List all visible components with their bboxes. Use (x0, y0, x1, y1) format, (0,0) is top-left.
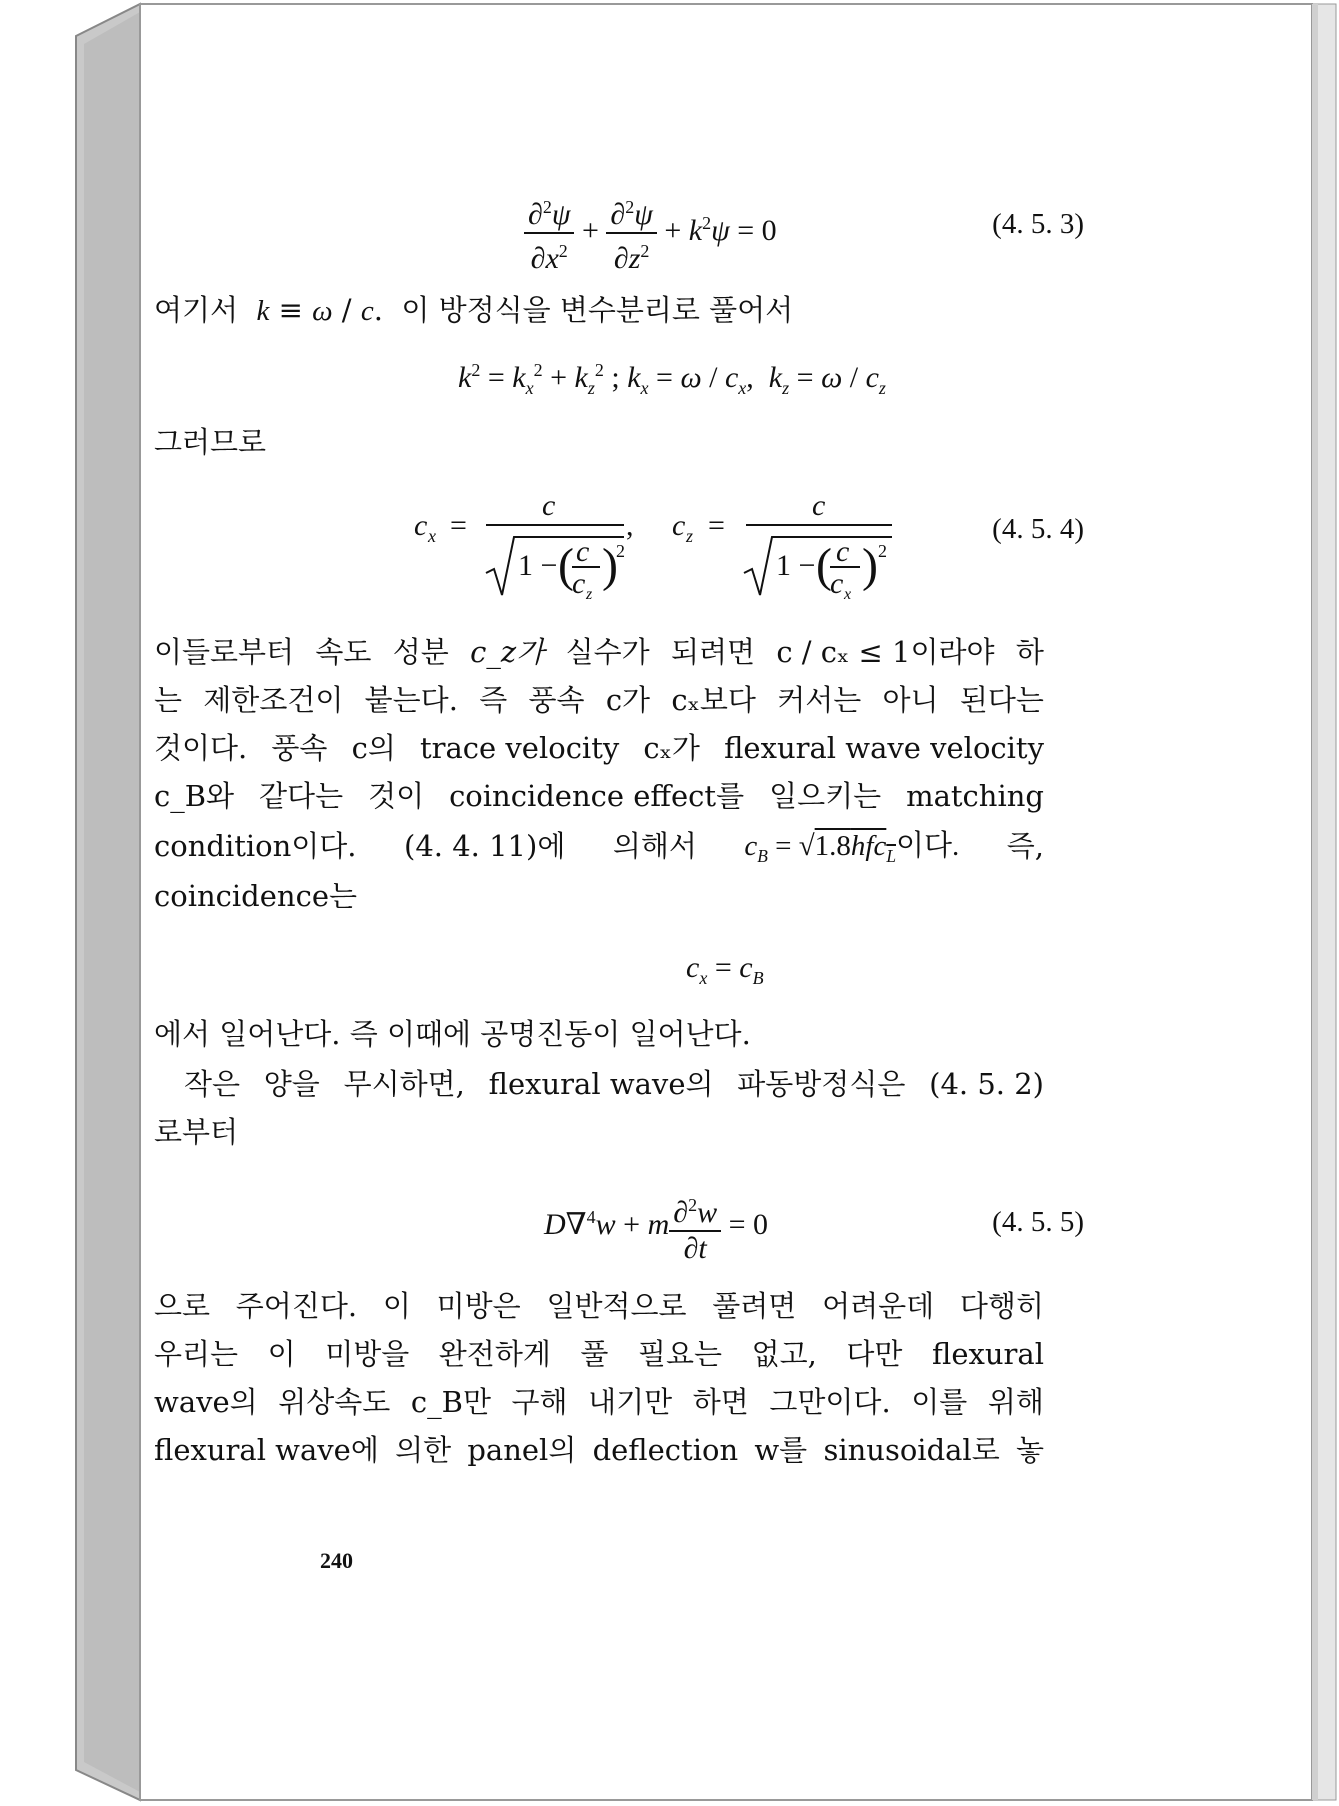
text-fragment: 즉 (479, 683, 508, 717)
text-line (154, 1334, 1044, 1374)
text-fragment: 것이 (368, 779, 425, 813)
text-fragment: (4. 4. 11)에 (404, 829, 566, 863)
text-line (154, 776, 1044, 816)
text-fragment: 완전하게 (438, 1337, 551, 1371)
svg-text:c: c (542, 495, 556, 522)
text-fragment: 양을 (263, 1067, 320, 1101)
text-line (154, 1286, 1044, 1326)
equation-number: (4. 5. 4) (992, 513, 1084, 545)
text-fragment: 우리는 (154, 1337, 239, 1371)
equation-wave-numbers: $k^2 = k_x^2 + k_z^2$ ; $k_x = \omega / c_x$, $k_z = \omega / c_z$ (458, 360, 886, 398)
text-fragment: 내기만 (588, 1385, 673, 1419)
text-fragment: sinusoidal로 (823, 1433, 1000, 1467)
text-line-yeogiseo: 여기서 k ≡ ω / c. 이 방정식을 변수분리로 풀어서 (154, 293, 794, 327)
text-fragment: 필요는 (638, 1337, 723, 1371)
equation-4-5-4 (294, 495, 1184, 605)
text-fragment: 이들로부터 (154, 635, 295, 669)
text-fragment: 풍속 (528, 683, 585, 717)
text-fragment: flexural wave velocity (724, 731, 1044, 765)
text-fragment: 으로 (154, 1289, 211, 1323)
svg-text:1 −: 1 − (776, 549, 816, 582)
text-fragment: 이 (382, 1289, 411, 1323)
text-fragment: 풀 (580, 1337, 609, 1371)
text-fragment: cₓ가 (643, 731, 700, 765)
text-fragment: c_B와 (154, 779, 235, 813)
text-fragment: 붙는다. (364, 683, 458, 717)
text-fragment: 위상속도 (278, 1385, 391, 1419)
text-fragment: 위해 (987, 1385, 1044, 1419)
text-fragment: 는 (154, 683, 183, 717)
text-fragment: 파동방정식은 (737, 1067, 906, 1101)
text-line (154, 728, 1044, 768)
text-fragment: panel의 (467, 1433, 577, 1467)
text-fragment: 다만 (846, 1337, 903, 1371)
text-fragment: 속도 (315, 635, 372, 669)
svg-text:,: , (626, 509, 634, 542)
text-fragment: 된다는 (959, 683, 1044, 717)
text-line (154, 1430, 1044, 1470)
text-fragment: 커서는 (777, 683, 862, 717)
svg-text:=: = (450, 509, 467, 542)
text-fragment: c_z가 (470, 635, 545, 669)
equation-number: (4. 5. 3) (992, 208, 1084, 240)
svg-text:=: = (708, 509, 725, 542)
text-fragment: 되려면 (670, 635, 755, 669)
text-fragment: 풍속 (271, 731, 328, 765)
equation-4-5-3: $\frac{\partial^2\psi}{\partial x^2}$ + $\frac{\partial^2\psi}{\partial z^2}$ + $k^2\psi = 0$ (4. 5. 3) (294, 190, 1184, 260)
text-fragment: 것이다. (154, 731, 248, 765)
text-fragment: 의한 (395, 1433, 452, 1467)
text-fragment: 어려운데 (822, 1289, 935, 1323)
text-fragment: flexural (932, 1337, 1044, 1371)
text-fragment: 같다는 (259, 779, 344, 813)
equation-cb-sqrt: $c_B = √1.8hfc_L$이다. (744, 830, 960, 866)
svg-text:c: c (414, 509, 428, 542)
text-line (154, 632, 1044, 672)
text-fragment: 하면 (692, 1385, 749, 1419)
svg-text:c: c (836, 535, 850, 568)
text-fragment: 작은 (184, 1067, 241, 1101)
text-fragment: 일으키는 (769, 779, 882, 813)
text-fragment: 즉, (1006, 829, 1044, 863)
svg-text:(: ( (558, 539, 574, 592)
text-fragment: 그만이다. (769, 1385, 891, 1419)
svg-text:2: 2 (616, 541, 625, 561)
text-fragment: 풀려면 (712, 1289, 797, 1323)
text-line (154, 1382, 1044, 1422)
text-line (184, 1064, 1044, 1104)
text-fragment: 의해서 (612, 829, 697, 863)
svg-text:c: c (576, 535, 590, 568)
text-line: 에서 일어난다. 즉 이때에 공명진동이 일어난다. (154, 1017, 751, 1051)
text-fragment: flexural wave의 (488, 1067, 714, 1101)
text-fragment: 이 방정식을 변수분리로 풀어서 (401, 293, 794, 327)
text-fragment: 일반적으로 (546, 1289, 687, 1323)
svg-text:): ) (602, 539, 618, 592)
text-fragment: 놓 (1015, 1433, 1044, 1467)
svg-text:x: x (844, 586, 852, 603)
text-fragment: 하 (1015, 635, 1044, 669)
text-fragment: matching (906, 779, 1044, 813)
text-fragment: deflection (592, 1433, 739, 1467)
text-fragment: 없고, (751, 1337, 817, 1371)
text-fragment: 구해 (511, 1385, 568, 1419)
text-fragment: 무시하면, (343, 1067, 465, 1101)
text-fragment: 미방은 (436, 1289, 521, 1323)
text-fragment: cₓ보다 (671, 683, 756, 717)
svg-text:c: c (830, 567, 844, 600)
text-fragment: wave의 (154, 1385, 258, 1419)
svg-text:c: c (572, 567, 586, 600)
text-fragment: condition이다. (154, 829, 357, 863)
text-fragment: 제한조건이 (203, 683, 344, 717)
svg-text:1 −: 1 − (518, 549, 558, 582)
text-fragment: 미방을 (325, 1337, 410, 1371)
text-fragment: flexural wave에 (154, 1433, 379, 1467)
text-fragment: c가 (605, 683, 651, 717)
text-line (154, 826, 1044, 876)
svg-text:2: 2 (878, 541, 887, 561)
text-fragment: trace velocity (419, 731, 620, 765)
svg-text:c: c (672, 509, 686, 542)
text-fragment: 이다. (896, 830, 960, 862)
equation-4-5-5: D∇$^4$w + m $\frac{\partial^2w}{\partial t}$ = 0 (4. 5. 5) (294, 1188, 1184, 1258)
svg-text:(: ( (816, 539, 832, 592)
text-fragment: coincidence effect를 (449, 779, 745, 813)
text-fragment: 다행히 (959, 1289, 1044, 1323)
text-line: 로부터 (154, 1115, 239, 1149)
svg-text:c: c (812, 495, 826, 522)
text-fragment: 여기서 (154, 293, 239, 327)
text-fragment: c_B만 (410, 1385, 491, 1419)
text-line (154, 680, 1044, 720)
text-fragment: (4. 5. 2) (929, 1067, 1044, 1101)
text-fragment: 주어진다. (235, 1289, 358, 1323)
text-fragment: 이를 (911, 1385, 968, 1419)
text-fragment: c의 (351, 731, 396, 765)
text-fragment: 실수가 (565, 635, 650, 669)
svg-text:): ) (862, 539, 878, 592)
text-line: coincidence는 (154, 879, 357, 913)
text-fragment: c / cₓ ≤ 1이라야 (776, 635, 995, 669)
svg-text:z: z (686, 526, 694, 546)
text-fragment: 성분 (392, 635, 449, 669)
equation-coincidence: $c_x = c_B$ (686, 951, 764, 988)
text-fragment: 아니 (882, 683, 939, 717)
equation-4-5-4-graphic (414, 495, 974, 605)
svg-text:x: x (428, 526, 436, 546)
equation-number: (4. 5. 5) (992, 1206, 1084, 1238)
text-line-geureomeuro: 그러므로 (154, 425, 267, 459)
text-fragment: 이 (267, 1337, 296, 1371)
text-fragment: w를 (754, 1433, 808, 1467)
svg-text:z: z (586, 586, 593, 603)
page-number: 240 (320, 1548, 353, 1573)
